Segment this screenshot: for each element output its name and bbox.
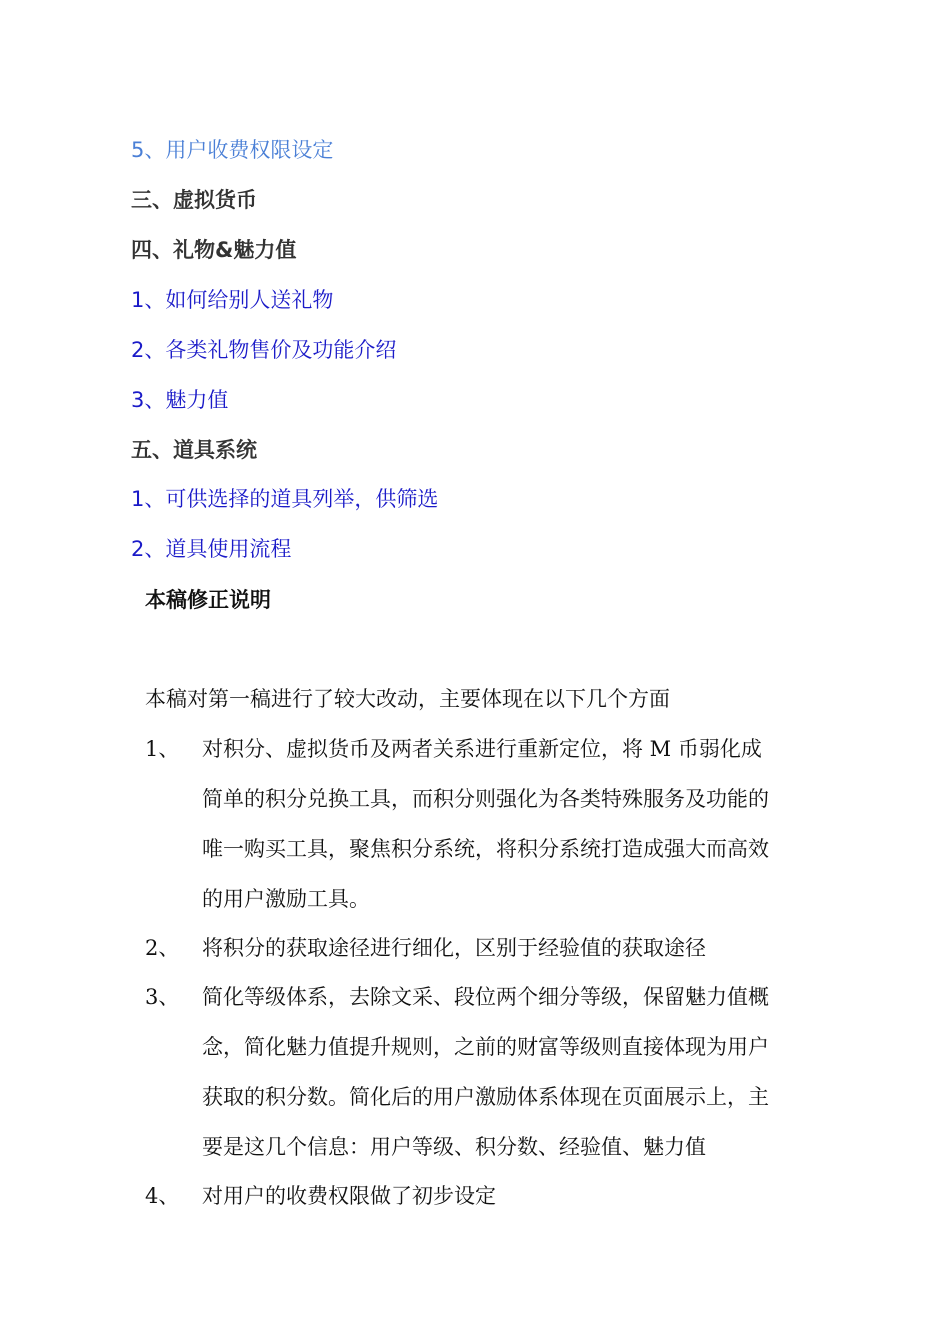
revision-item-line: 唯一购买工具，聚焦积分系统，将积分系统打造成强大而高效 [202, 837, 769, 861]
revision-item-line: 要是这几个信息：用户等级、积分数、经验值、魅力值 [202, 1135, 706, 1159]
toc-item-gift-prices[interactable]: 2、各类礼物售价及功能介绍 [131, 338, 397, 362]
revision-item-line: 对用户的收费权限做了初步设定 [202, 1184, 496, 1208]
revision-item-text [202, 972, 812, 1172]
toc-item-charm-value[interactable]: 3、魅力值 [131, 388, 229, 412]
revision-item-text [202, 923, 812, 973]
toc-heading-virtual-currency[interactable]: 三、虚拟货币 [131, 188, 257, 212]
toc-heading-props-system[interactable]: 五、道具系统 [131, 438, 257, 462]
revision-item-number: 2、 [145, 936, 180, 960]
revision-item-line: 简化等级体系，去除文采、段位两个细分等级，保留魅力值概 [202, 985, 769, 1009]
toc-item-send-gift[interactable]: 1、如何给别人送礼物 [131, 288, 334, 312]
toc-item-props-list[interactable]: 1、可供选择的道具列举，供筛选 [131, 487, 439, 511]
revision-item-number: 3、 [145, 985, 180, 1009]
toc-item-fee-permission[interactable]: 5、用户收费权限设定 [131, 138, 334, 162]
revision-item-line: 简单的积分兑换工具，而积分则强化为各类特殊服务及功能的 [202, 787, 769, 811]
revision-item-text [202, 724, 812, 924]
revision-item-number: 1、 [145, 737, 180, 761]
toc-heading-gifts-charm[interactable]: 四、礼物&魅力值 [131, 238, 297, 262]
revision-item-number: 4、 [145, 1184, 180, 1208]
revision-item-text [202, 1171, 812, 1221]
revision-item-line: 对积分、虚拟货币及两者关系进行重新定位，将 M 币弱化成 [202, 737, 762, 761]
revision-title: 本稿修正说明 [145, 588, 271, 612]
revision-intro: 本稿对第一稿进行了较大改动，主要体现在以下几个方面 [145, 687, 670, 711]
revision-item-line: 获取的积分数。简化后的用户激励体系体现在页面展示上，主 [202, 1085, 769, 1109]
revision-item-line: 念，简化魅力值提升规则，之前的财富等级则直接体现为用户 [202, 1035, 769, 1059]
toc-item-props-flow[interactable]: 2、道具使用流程 [131, 537, 292, 561]
revision-item-line: 将积分的获取途径进行细化，区别于经验值的获取途径 [202, 936, 706, 960]
revision-item-line: 的用户激励工具。 [202, 887, 370, 911]
